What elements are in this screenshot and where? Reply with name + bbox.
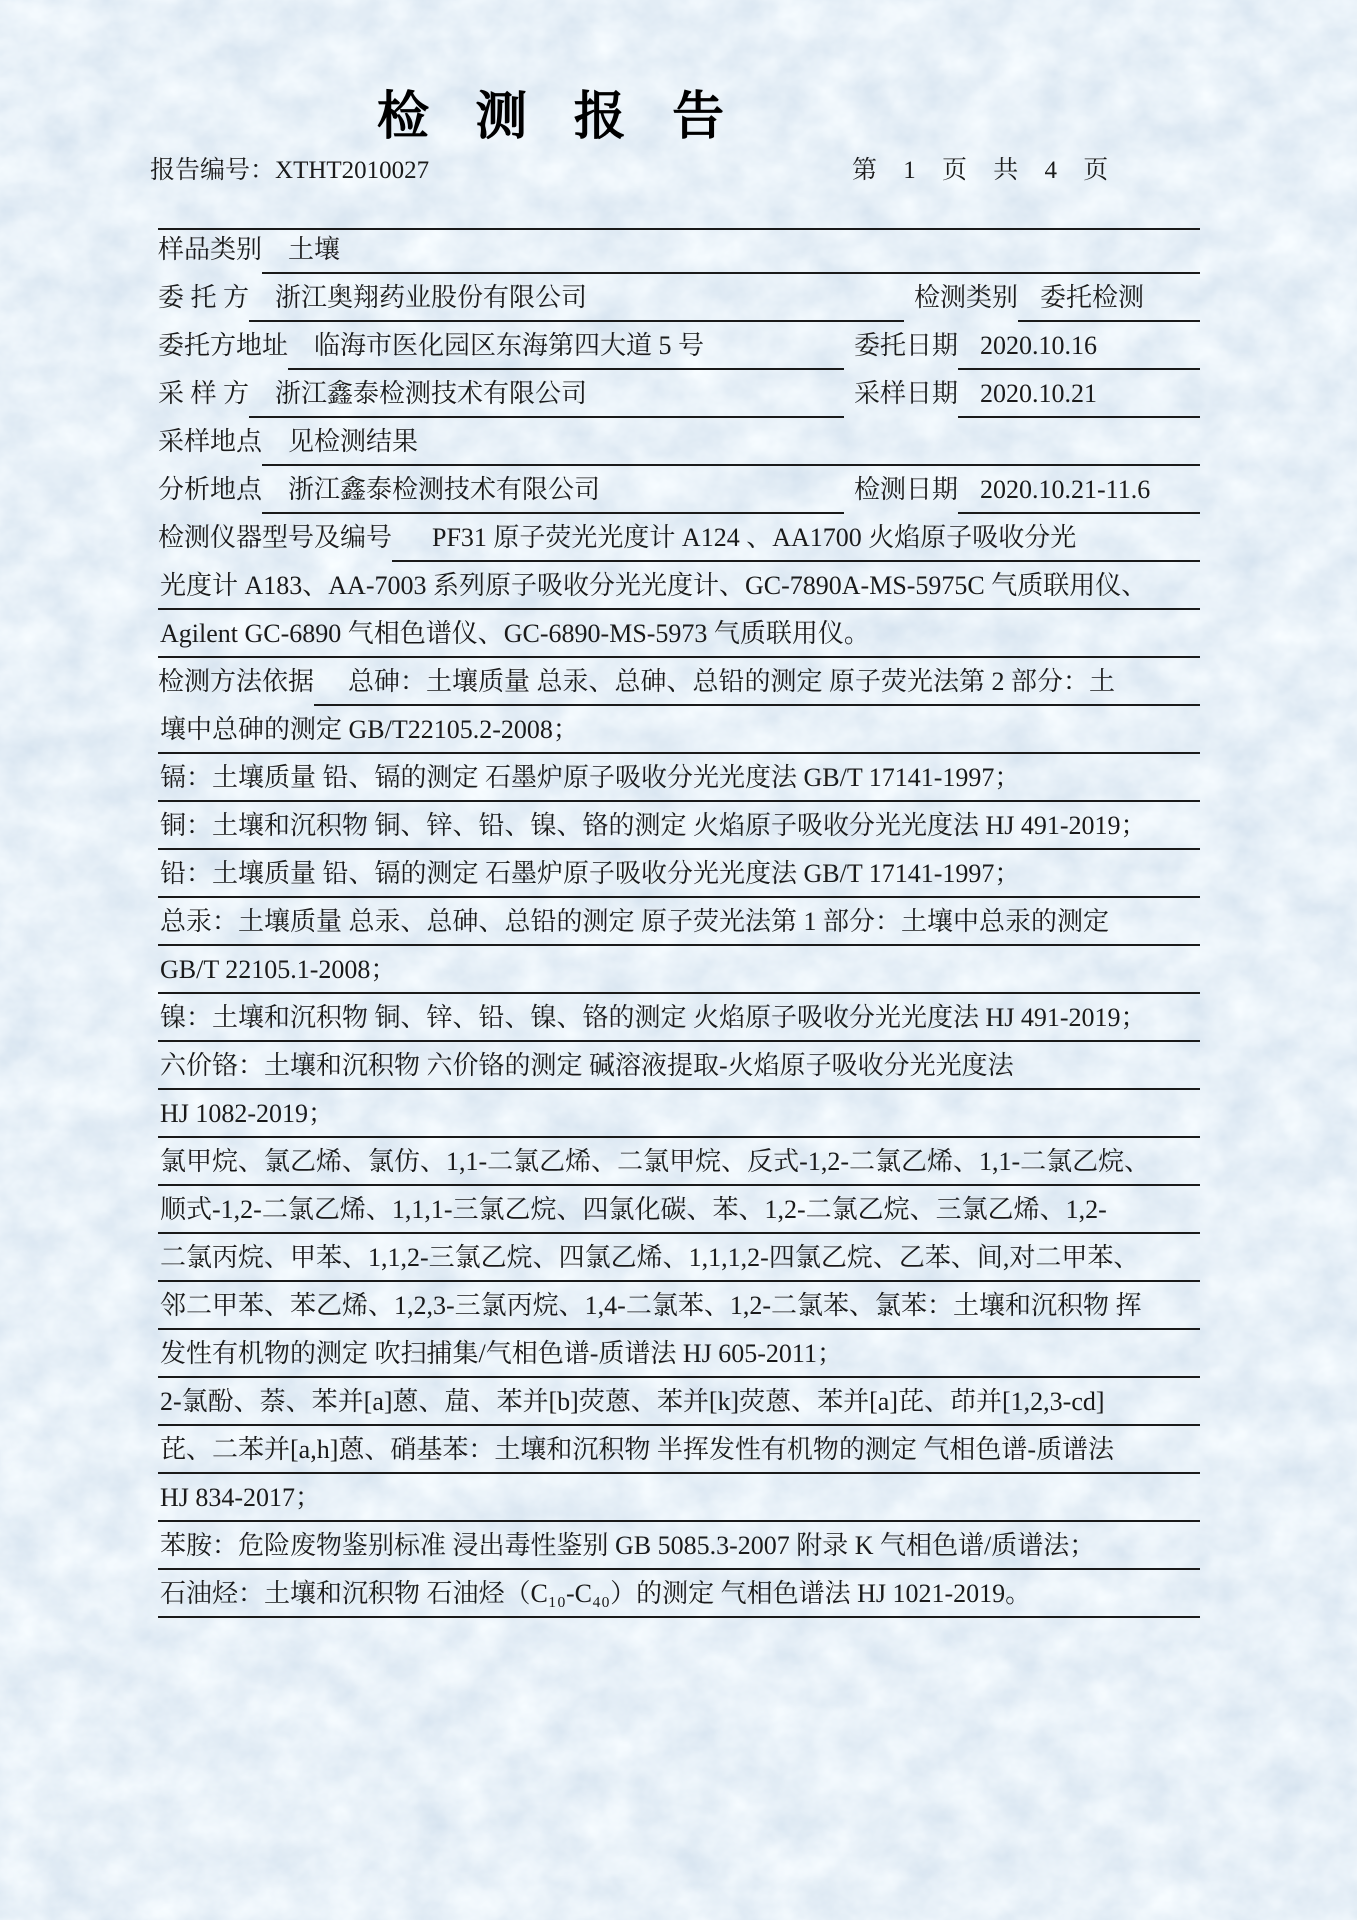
method-line-text: 芘、二苯并[a,h]蒽、硝基苯：土壤和沉积物 半挥发性有机物的测定 气相色谱-质谱法 — [158, 1426, 1200, 1474]
field-row-sample-type — [158, 226, 1200, 274]
method-line-text: HJ 834-2017； — [158, 1474, 1200, 1522]
method-line — [158, 1186, 1200, 1234]
commission-date-label: 委托日期 — [853, 331, 958, 360]
instruments-line-text: 光度计 A183、AA-7003 系列原子吸收分光光度计、GC-7890A-MS-5975C 气质联用仪、 — [158, 562, 1200, 610]
sampling-date-label: 采样日期 — [853, 379, 958, 408]
method-line-text: 顺式-1,2-二氯乙烯、1,1,1-三氯乙烷、四氯化碳、苯、1,2-二氯乙烷、三氯乙烯、1,2- — [158, 1186, 1200, 1234]
method-line-text: 氯甲烷、氯乙烯、氯仿、1,1-二氯乙烯、二氯甲烷、反式-1,2-二氯乙烯、1,1-二氯乙烷、 — [158, 1138, 1200, 1186]
method-line-text: 镍：土壤和沉积物 铜、锌、铅、镍、铬的测定 火焰原子吸收分光光度法 HJ 491-2019； — [158, 994, 1200, 1042]
instruments-line-text: Agilent GC-6890 气相色谱仪、GC-6890-MS-5973 气质联用仪。 — [158, 610, 1200, 658]
method-line-text: 铜：土壤和沉积物 铜、锌、铅、镍、铬的测定 火焰原子吸收分光光度法 HJ 491-2019； — [158, 802, 1200, 850]
test-category-value: 委托检测 — [1018, 274, 1200, 322]
report-number-label: 报告编号： — [150, 157, 276, 184]
sample-type-label: 样品类别 — [158, 235, 263, 264]
method-line-text: 铅：土壤质量 铅、镉的测定 石墨炉原子吸收分光光度法 GB/T 17141-1997； — [158, 850, 1200, 898]
method-line — [158, 706, 1200, 754]
report-number-value: XTHT2010027 — [275, 157, 430, 184]
analysis-site-value: 浙江鑫泰检测技术有限公司 — [262, 466, 844, 514]
page-title: 检 测 报 告 — [376, 88, 741, 146]
field-row-methods — [158, 658, 1200, 706]
instruments-line — [158, 562, 1200, 610]
method-line-text: 邻二甲苯、苯乙烯、1,2,3-三氯丙烷、1,4-二氯苯、1,2-二氯苯、氯苯：土壤和沉积物 挥 — [158, 1282, 1200, 1330]
instruments-label: 检测仪器型号及编号 — [158, 523, 393, 552]
method-line-text: 石油烃：土壤和沉积物 石油烃（C₁₀-C₄₀）的测定 气相色谱法 HJ 1021-2019。 — [158, 1570, 1200, 1618]
method-line — [158, 1474, 1200, 1522]
method-line-text: 总汞：土壤质量 总汞、总砷、总铅的测定 原子荧光法第 1 部分：土壤中总汞的测定 — [158, 898, 1200, 946]
field-row-client — [158, 274, 1200, 322]
method-line — [158, 850, 1200, 898]
sampling-site-label: 采样地点 — [158, 427, 263, 456]
method-line — [158, 1282, 1200, 1330]
method-line — [158, 1426, 1200, 1474]
page-indicator: 第 1 页 共 4 页 — [852, 157, 1109, 184]
sampler-label: 采 样 方 — [158, 379, 250, 408]
method-line-text: 六价铬：土壤和沉积物 六价铬的测定 碱溶液提取-火焰原子吸收分光光度法 — [158, 1042, 1200, 1090]
report-form — [158, 226, 1200, 1618]
sample-type-value: 土壤 — [262, 226, 1200, 274]
client-address-value: 临海市医化园区东海第四大道 5 号 — [288, 322, 844, 370]
test-category-label: 检测类别 — [913, 283, 1018, 312]
field-row-sampling-site — [158, 418, 1200, 466]
field-row-instruments — [158, 514, 1200, 562]
sampling-site-value: 见检测结果 — [262, 418, 1200, 466]
method-line-text: 苯胺：危险废物鉴别标准 浸出毒性鉴别 GB 5085.3-2007 附录 K 气相色谱/质谱法； — [158, 1522, 1200, 1570]
method-line — [158, 1570, 1200, 1618]
methods-value: 总砷：土壤质量 总汞、总砷、总铅的测定 原子荧光法第 2 部分：土 — [314, 658, 1200, 706]
analysis-site-label: 分析地点 — [158, 475, 263, 504]
field-row-sampler — [158, 370, 1200, 418]
instruments-value: PF31 原子荧光光度计 A124 、AA1700 火焰原子吸收分光 — [392, 514, 1200, 562]
method-line — [158, 1330, 1200, 1378]
client-value: 浙江奥翔药业股份有限公司 — [249, 274, 904, 322]
method-line — [158, 754, 1200, 802]
client-label: 委 托 方 — [158, 283, 250, 312]
test-date-value: 2020.10.21-11.6 — [958, 466, 1200, 514]
method-line — [158, 1378, 1200, 1426]
field-row-client-address — [158, 322, 1200, 370]
method-line — [158, 946, 1200, 994]
method-line — [158, 994, 1200, 1042]
test-date-label: 检测日期 — [853, 475, 958, 504]
report-number — [150, 150, 429, 186]
sampler-value: 浙江鑫泰检测技术有限公司 — [249, 370, 844, 418]
method-line — [158, 1090, 1200, 1138]
method-line-text: 镉：土壤质量 铅、镉的测定 石墨炉原子吸收分光光度法 GB/T 17141-1997； — [158, 754, 1200, 802]
method-line — [158, 898, 1200, 946]
method-line-text: 二氯丙烷、甲苯、1,1,2-三氯乙烷、四氯乙烯、1,1,1,2-四氯乙烷、乙苯、间,对二甲苯、 — [158, 1234, 1200, 1282]
method-line-text: 壤中总砷的测定 GB/T22105.2-2008； — [158, 706, 1200, 754]
method-line — [158, 802, 1200, 850]
field-row-analysis-site — [158, 466, 1200, 514]
method-line-text: HJ 1082-2019； — [158, 1090, 1200, 1138]
method-line-text: 发性有机物的测定 吹扫捕集/气相色谱-质谱法 HJ 605-2011； — [158, 1330, 1200, 1378]
sampling-date-value: 2020.10.21 — [958, 370, 1200, 418]
method-line — [158, 1042, 1200, 1090]
method-line — [158, 1138, 1200, 1186]
commission-date-value: 2020.10.16 — [958, 322, 1200, 370]
method-line — [158, 1522, 1200, 1570]
method-line-text: 2-氯酚、萘、苯并[a]蒽、䓛、苯并[b]荧蒽、苯并[k]荧蒽、苯并[a]芘、茚并[1,2,3-cd] — [158, 1378, 1200, 1426]
method-line-text: GB/T 22105.1-2008； — [158, 946, 1200, 994]
instruments-line — [158, 610, 1200, 658]
client-address-label: 委托方地址 — [158, 331, 289, 360]
method-line — [158, 1234, 1200, 1282]
methods-label: 检测方法依据 — [158, 667, 315, 696]
